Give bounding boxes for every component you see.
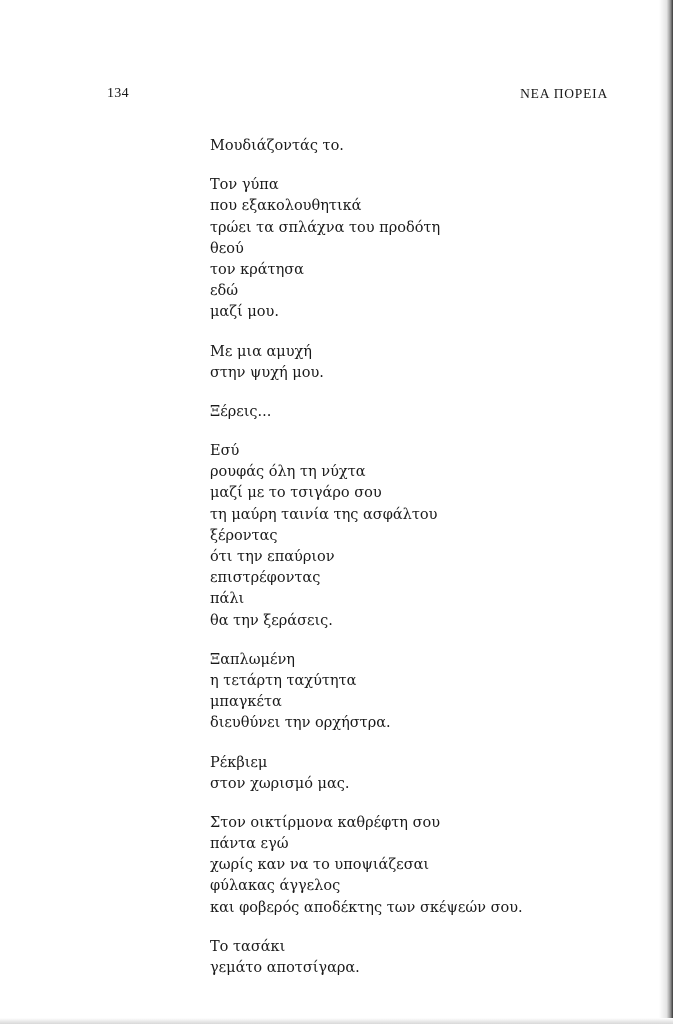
poem-line: που εξακολουθητικά xyxy=(210,198,362,215)
poem-line: τρώει τα σπλάχνα του προδότη xyxy=(210,219,441,236)
stanza xyxy=(210,136,630,157)
poem-line: πάντα εγώ xyxy=(210,836,289,853)
stanza-gap xyxy=(210,735,630,753)
poem-line: επιστρέφοντας xyxy=(210,570,321,587)
poem-line: ξέροντας xyxy=(210,527,278,544)
poem-line: και φοβερός αποδέκτης των σκέψεών σου. xyxy=(210,899,523,916)
stanza-gap xyxy=(210,795,630,813)
stanza xyxy=(210,813,630,919)
stanza xyxy=(210,441,630,632)
poem-line: μπαγκέτα xyxy=(210,694,282,711)
stanza xyxy=(210,342,630,384)
poem-line: Τον γύπα xyxy=(210,177,279,194)
poem-line: η τετάρτη ταχύτητα xyxy=(210,672,357,689)
stanza xyxy=(210,402,630,423)
stanza-gap xyxy=(210,632,630,650)
poem-line: Εσύ xyxy=(210,443,240,460)
stanza-gap xyxy=(210,423,630,441)
poem-line: εδώ xyxy=(210,283,239,300)
poem-line: θα την ξεράσεις. xyxy=(210,612,333,629)
poem-line: Ρέκβιεμ xyxy=(210,754,268,771)
poem-line: Με μια αμυχή xyxy=(210,343,312,360)
poem-line: θεού xyxy=(210,240,244,257)
stanza-gap xyxy=(210,157,630,175)
poem-line: φύλακας άγγελος xyxy=(210,878,341,895)
poem-line: Στον οικτίρμονα καθρέφτη σου xyxy=(210,814,441,831)
poem-line: μαζί με το τσιγάρο σου xyxy=(210,485,382,502)
running-title: ΝΕΑ ΠΟΡΕΙΑ xyxy=(520,86,608,101)
stanza xyxy=(210,753,630,795)
poem-body xyxy=(210,136,630,979)
poem-line: στον χωρισμό μας. xyxy=(210,775,350,792)
poem-line: πάλι xyxy=(210,591,245,608)
poem-line: χωρίς καν να το υποψιάζεσαι xyxy=(210,857,430,874)
poem-line: τη μαύρη ταινία της ασφάλτου xyxy=(210,506,438,523)
poem-line: Ξαπλωμένη xyxy=(210,651,295,668)
page-header xyxy=(0,86,673,108)
stanza xyxy=(210,650,630,735)
stanza-gap xyxy=(210,324,630,342)
page-edge-shadow xyxy=(659,0,673,1024)
poem-line: Ξέρεις... xyxy=(210,403,272,420)
poem-line: μαζί μου. xyxy=(210,304,279,321)
stanza xyxy=(210,937,630,979)
page-bottom-edge xyxy=(0,1018,673,1024)
page-number: 134 xyxy=(107,86,129,101)
poem-line: διευθύνει την ορχήστρα. xyxy=(210,715,391,732)
stanza-gap xyxy=(210,384,630,402)
poem-line: στην ψυχή μου. xyxy=(210,364,324,381)
poem-line: Το τασάκι xyxy=(210,938,286,955)
poem-line: ρουφάς όλη τη νύχτα xyxy=(210,464,366,481)
poem-line: Μουδιάζοντάς το. xyxy=(210,138,344,154)
stanza xyxy=(210,175,630,323)
stanza-gap xyxy=(210,919,630,937)
poem-line: τον κράτησα xyxy=(210,261,304,278)
poem-line: γεμάτο αποτσίγαρα. xyxy=(210,960,360,976)
poem-line: ότι την επαύριον xyxy=(210,549,335,565)
